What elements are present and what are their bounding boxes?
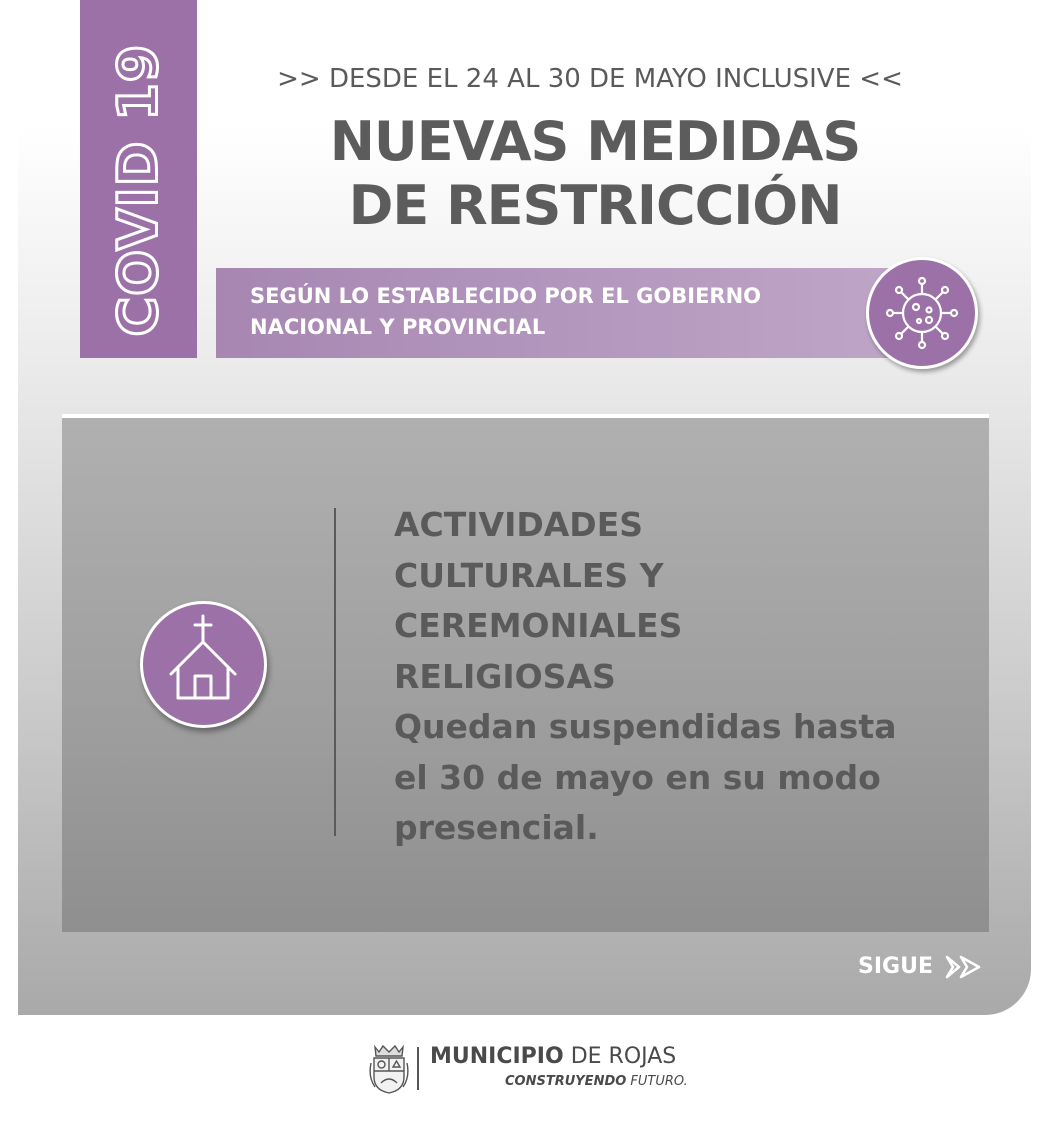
activity-heading-line-1: ACTIVIDADES — [394, 505, 643, 544]
activity-text — [394, 500, 974, 854]
footer-tagline-rest: FUTURO. — [626, 1074, 688, 1089]
activity-heading-line-2: CULTURALES Y — [394, 555, 664, 595]
covid-tag: COVID 19 — [106, 43, 170, 337]
footer-tagline — [505, 1074, 688, 1089]
footer-municipality — [430, 1044, 676, 1069]
subtitle-line-2: NACIONAL Y PROVINCIAL — [250, 315, 546, 339]
title-line-2: DE RESTRICCIÓN — [348, 174, 842, 237]
activity-heading-line-3: CEREMONIALES — [394, 606, 683, 645]
footer-tagline-bold: CONSTRUYENDO — [505, 1074, 627, 1089]
virus-badge — [866, 257, 978, 369]
subtitle-text — [250, 281, 860, 343]
activity-detail-line-2: el 30 de mayo en su modo — [394, 757, 881, 797]
next-button-label[interactable]: SIGUE — [858, 954, 933, 979]
activity-detail-line-3: presencial. — [394, 808, 599, 847]
virus-icon — [883, 274, 961, 352]
activity-detail-line-1: Quedan suspendidas hasta — [394, 707, 897, 746]
page-title — [250, 110, 940, 238]
date-range: >> DESDE EL 24 AL 30 DE MAYO INCLUSIVE << — [277, 64, 903, 94]
municipal-crest — [369, 1043, 409, 1095]
subtitle-line-1: SEGÚN LO ESTABLECIDO POR EL GOBIERNO — [250, 284, 762, 308]
title-line-1: NUEVAS MEDIDAS — [329, 110, 861, 173]
activity-heading-line-4: RELIGIOSAS — [394, 656, 616, 696]
church-badge — [140, 601, 267, 728]
footer-name-rest: DE ROJAS — [563, 1044, 677, 1069]
church-icon — [165, 612, 241, 712]
vertical-divider — [334, 508, 336, 836]
footer-separator — [417, 1047, 419, 1090]
double-chevron-right-icon[interactable] — [944, 954, 984, 980]
footer-name-bold: MUNICIPIO — [430, 1044, 564, 1069]
